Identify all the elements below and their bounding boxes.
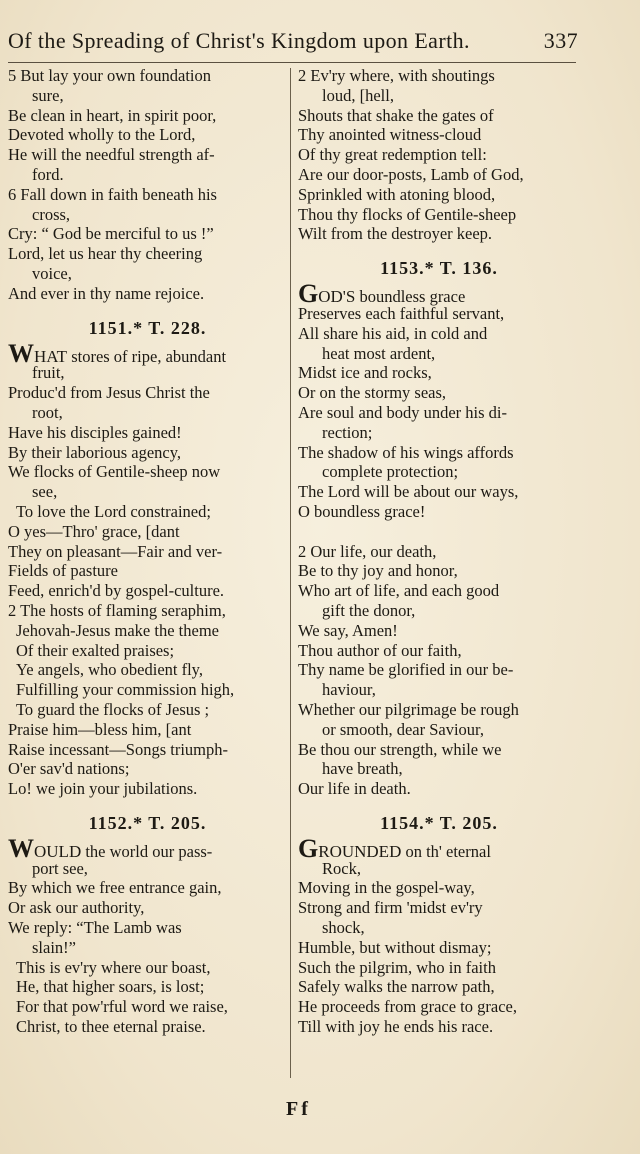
verse-line: loud, [hell, [322,85,394,105]
verse-line: Cry: “ God be merciful to us !” [8,224,214,244]
verse-line: O yes—Thro' grace, [dant [8,521,180,541]
verse-line: Sprinkled with atoning blood, [298,184,496,204]
verse-line: Or on the stormy seas, [298,383,447,403]
verse-line: Thy anointed witness-cloud [298,125,482,145]
verse-line: 2 The hosts of flaming seraphim, [8,600,226,620]
verse-line: fruit, [32,363,65,383]
verse-line: 2 Ev'ry where, with shoutings [298,66,495,85]
verse-line: The shadow of his wings affords [298,442,514,462]
verse-line: 5 But lay your own foundation [8,66,212,85]
verse-line: slain!” [32,937,76,957]
small-caps-word: ROUNDED [318,841,402,861]
verse-line: Rock, [322,858,361,878]
verse-line: Feed, enrich'd by gospel-culture. [8,581,225,601]
verse-line: Wilt from the destroyer keep. [298,224,493,244]
verse-line: complete protection; [322,462,459,482]
verse-first-line [8,833,287,863]
verse-line: To love the Lord constrained; [16,501,211,521]
verse-line: haviour, [322,680,376,700]
verse-line: Humble, but without dismay; [298,937,492,957]
verse-line: port see, [32,858,88,878]
verse-line: Thy name be glorified in our be- [298,660,514,680]
verse-line: Ye angels, who obedient fly, [16,660,203,680]
header-rule [8,62,576,63]
drop-cap: G [298,833,319,863]
small-caps-word: OULD [34,841,82,861]
verse-first-line [298,833,580,863]
hymn-heading: 1151.* T. 228. [88,317,207,338]
verse-line: 6 Fall down in faith beneath his [8,184,217,204]
verse-line: And ever in thy name rejoice. [8,283,205,303]
verse-line: gift the donor, [322,600,416,620]
left-column [8,66,287,1037]
verse-line: He will the needful strength af- [8,145,215,165]
verse-line: root, [32,402,63,422]
verse-line: heat most ardent, [322,343,436,363]
right-column [298,66,580,1037]
verse-line: Midst ice and rocks, [298,363,432,383]
verse-line: Raise incessant—Songs triumph- [8,739,228,759]
verse-line: Shouts that shake the gates of [298,105,494,125]
hymn-1153 [298,244,580,799]
signature-mark: Ff [286,1098,311,1120]
verse-line: 2 Our life, our death, [298,541,437,561]
hymn-heading: 1153.* T. 136. [380,258,498,279]
verse-line: Are soul and body under his di- [298,402,507,422]
verse-line: or smooth, dear Saviour, [322,719,485,739]
hymn-heading: 1154.* T. 205. [380,812,498,833]
first-line-rest: boundless grace [355,287,466,307]
verse-line: O'er sav'd nations; [8,759,130,779]
verse-line: Strong and firm 'midst ev'ry [298,898,483,918]
hymn-1151 [8,304,287,799]
verse-line: sure, [32,85,64,105]
first-line-rest: stores of ripe, abundant [67,346,227,366]
verse-line: Be to thy joy and honor, [298,561,458,581]
running-head [8,28,578,54]
verse-line: Safely walks the narrow path, [298,977,495,997]
verse-line: Fields of pasture [8,561,118,581]
verse-line: Lo! we join your jubilations. [8,779,198,799]
verse-line: Thou author of our faith, [298,640,462,660]
verse-line: have breath, [322,759,403,779]
drop-cap: W [8,833,34,863]
verse-line: ford. [32,164,64,184]
stanza-gap [298,522,580,542]
verse-line: To guard the flocks of Jesus ; [16,699,210,719]
hymn-1154 [298,799,580,1037]
verse-line: Be clean in heart, in spirit poor, [8,105,217,125]
drop-cap: G [298,279,319,309]
verse-line: rection; [322,422,373,442]
verse-line: Are our door-posts, Lamb of God, [298,164,524,184]
column-divider [290,68,291,1078]
verse-line: Or ask our authority, [8,898,145,918]
hymn-heading: 1152.* T. 205. [88,812,207,833]
verse-line: Moving in the gospel-way, [298,878,475,898]
verse-line: Lord, let us hear thy cheering [8,244,203,264]
running-head-title: Of the Spreading of Christ's Kingdom upon Earth. [8,28,470,53]
first-line-rest: the world our pass- [81,841,213,861]
verse-line: He proceeds from grace to grace, [298,997,517,1017]
verse-line: Be thou our strength, while we [298,739,502,759]
verse-line: Fulfilling your commission high, [16,680,235,700]
verse-line: For that pow'rful word we raise, [16,997,228,1017]
verse-line: All share his aid, in cold and [298,323,488,343]
verse-line: cross, [32,204,71,224]
verse-line: Who art of life, and each good [298,581,500,601]
small-caps-word: HAT [34,346,68,366]
verse-line: Jehovah-Jesus make the theme [16,620,219,640]
verse-line: see, [32,482,58,502]
verse-line: Have his disciples gained! [8,422,182,442]
small-caps-word: OD'S [318,287,356,307]
verse-line: voice, [32,263,72,283]
verse-line: Of thy great redemption tell: [298,145,487,165]
verse-line: They on pleasant—Fair and ver- [8,541,223,561]
verse-line: Devoted wholly to the Lord, [8,125,196,145]
verse-line: The Lord will be about our ways, [298,482,519,502]
verse-line: This is ev'ry where our boast, [16,957,211,977]
page-number: 337 [543,28,578,53]
verse-line: We reply: “The Lamb was [8,918,182,938]
drop-cap: W [8,338,34,368]
verse-line: Thou thy flocks of Gentile-sheep [298,204,517,224]
verse-line: Whether our pilgrimage be rough [298,699,519,719]
verse-line: Christ, to thee eternal praise. [16,1017,206,1037]
verse-line: Preserves each faithful servant, [298,303,505,323]
verse-line: Praise him—bless him, [ant [8,719,192,739]
verse-line: Till with joy he ends his race. [298,1017,494,1037]
verse-line: He, that higher soars, is lost; [16,977,205,997]
verse-line: O boundless grace! [298,501,426,521]
hymn-continuation-left [8,66,287,304]
verse-line: By which we free entrance gain, [8,878,222,898]
hymn-1152 [8,799,287,1037]
verse-first-line [8,338,287,368]
verse-line: Of their exalted praises; [16,640,175,660]
verse-line: Such the pilgrim, who in faith [298,957,496,977]
verse-first-line [298,279,580,309]
verse-line: Our life in death. [298,779,411,799]
verse-line: We say, Amen! [298,620,398,640]
verse-line: We flocks of Gentile-sheep now [8,462,221,482]
hymn-continuation-right [298,66,580,244]
verse-line: Produc'd from Jesus Christ the [8,383,210,403]
first-line-rest: on th' eternal [401,841,491,861]
verse-line: By their laborious agency, [8,442,182,462]
verse-line: shock, [322,918,365,938]
